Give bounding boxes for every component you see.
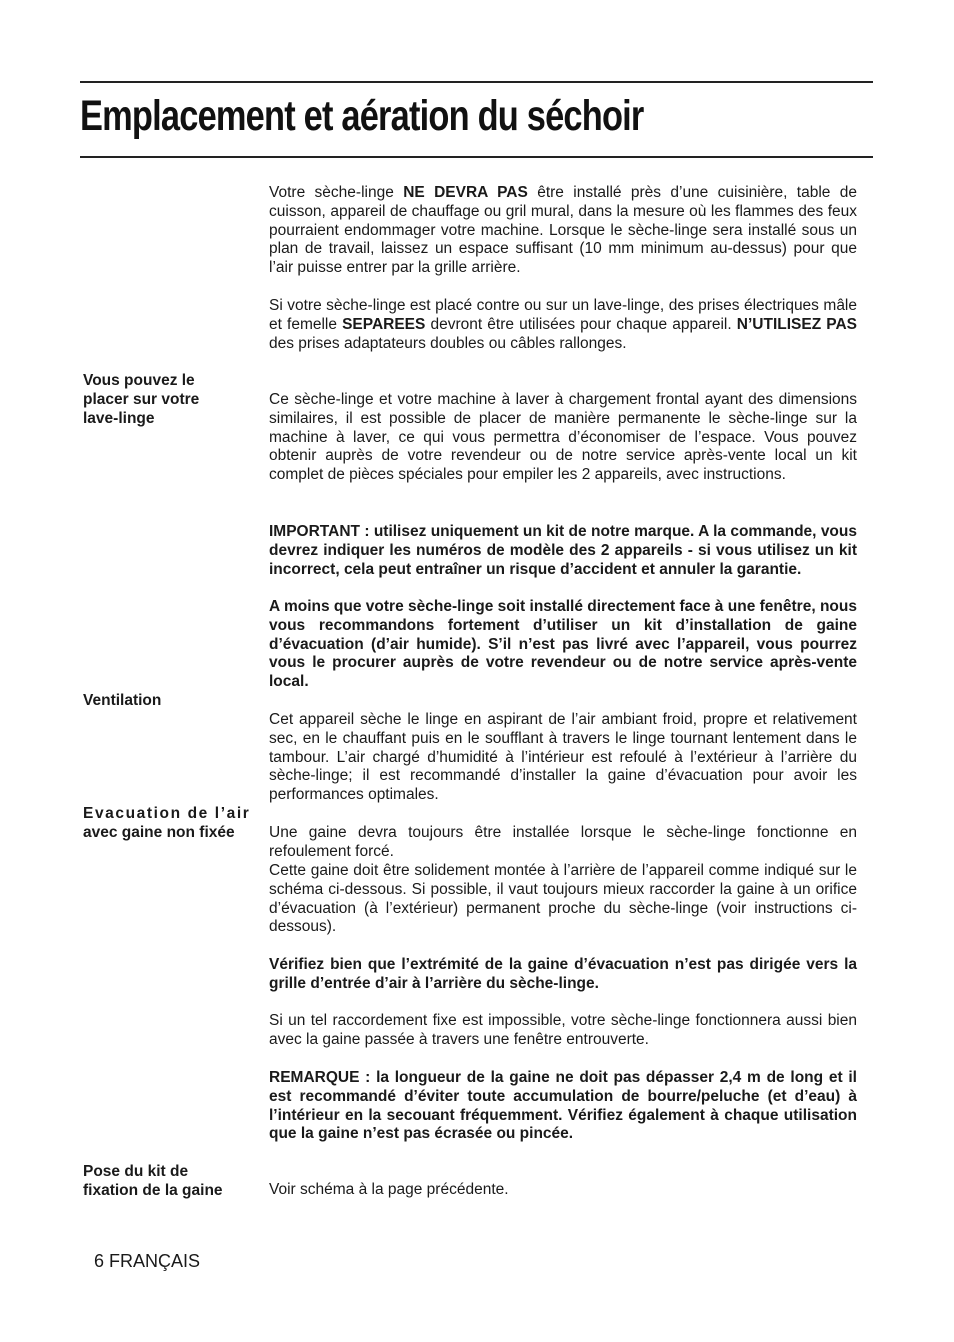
paragraph-remarque: REMARQUE : la longueur de la gaine ne doit pas dépasser 2,4 m de long et il est recommandé d’éviter toute accumulation de bourre/peluche (et d’eau) à l’intérieur en la secouant fréquemment. Vérifiez également à chaque utilisation que la gaine n’est pas écrasée ou pincée. [269,1069,857,1143]
paragraph-duct-mounting: Cette gaine doit être solidement montée à l’arrière de l’appareil comme indiqué sur le schéma ci-dessous. Si possible, il vaut toujours mieux raccorder la gaine à un orifice d’évacuation (à l’extérieur) permanent proche du sèche-linge (voir instructions ci-dessous). [269,862,857,936]
emphasis-ne-devra-pas: NE DEVRA PAS [403,184,528,201]
paragraph-window: Si un tel raccordement fixe est impossible, votre sèche-linge fonctionnera aussi bien avec la gaine passée à travers une fenêtre entrouverte. [269,1012,857,1048]
paragraph-venting-kit: A moins que votre sèche-linge soit installé directement face à une fenêtre, nous vous recommandons fortement d’utiliser un kit d’installation de gaine d’évacuation (d’air humide). S’il n’est pas livré avec l’appareil, vous pourrez vous le procurer auprès de votre revendeur ou de notre service après-vente local. [269,598,857,691]
paragraph-installation: Votre sèche-linge NE DEVRA PAS être installé près d’une cuisinière, table de cuisson, appareil de chauffage ou gril mural, dans la mesure où les flammes des feux pourraient endommager votre machine. Lorsque le sèche-linge sera installé sous un plan de travail, laissez un espace suffisant (10 mm minimum au-dessus) pour que l’air puisse entrer par la grille arrière. [269,184,858,277]
side-heading-ventilation: Ventilation [83,692,162,709]
side-heading-line: fixation de la gaine [83,1182,223,1199]
emphasis-n-utilisez-pas: N’UTILISEZ PAS [736,315,857,333]
side-heading-kit [83,1162,268,1200]
side-heading-line: Vous pouvez le [83,372,195,389]
paragraph-duct-warning: Vérifiez bien que l’extrémité de la gaine d’évacuation n’est pas dirigée vers la grille d’entrée d’air à l’arrière du sèche-linge. [269,956,857,992]
header-top-rule [80,81,873,83]
page-footer: 6 FRANÇAIS [94,1251,201,1271]
side-heading-line: Pose du kit de [83,1163,189,1180]
paragraph-ventilation: Cet appareil sèche le linge en aspirant de l’air ambiant froid, propre et relativement sec, en le chauffant puis en le soufflant à travers le linge tournant lentement dans le tambour. L’air chargé d’humidité à l’intérieur est refoulé à l’extérieur à l’arrière du sèche-linge; il est recommandé d’installer la gaine d’évacuation pour avoir les performances optimales. [269,711,857,804]
side-heading-evacuation [83,804,268,842]
header-bottom-rule [80,156,873,158]
page-title: Emplacement et aération du séchoir [80,92,644,140]
side-heading-line: placer sur votre [83,391,200,408]
paragraph-stacking: Ce sèche-linge et votre machine à laver à chargement frontal ayant des dimensions similaires, il est possible de placer de manière permanente le sèche-linge sur la machine à laver, ce qui vous permettra d’économiser de l’espace. Vous pouvez obtenir auprès de votre revendeur ou de notre service après-vente local un kit complet de pièces spéciales pour empiler les 2 appareils, avec instructions. [269,391,857,484]
side-heading-line: lave-linge [83,410,155,427]
paragraph-important: IMPORTANT : utilisez uniquement un kit de notre marque. A la commande, vous devrez indiquer les numéros de modèle des 2 appareils - si vous utilisez un kit incorrect, cela peut entraîner un risque d’accident et annuler la garantie. [269,523,857,578]
side-heading-stacking [83,371,268,428]
paragraph-see-diagram: Voir schéma à la page précédente. [269,1181,509,1198]
paragraph-electrical: Si votre sèche-linge est placé contre ou sur un lave-linge, des prises électriques mâle et femelle SEPAREES devront être utilisées pour chaque appareil. N’UTILISEZ PAS des prises adaptateurs doubles ou câbles rallonges. [269,297,857,352]
emphasis-separees: SEPAREES [342,315,426,333]
paragraph-forced-exhaust: Une gaine devra toujours être installée lorsque le sèche-linge fonctionne en refoulement forcé. [269,824,857,860]
side-heading-line: avec gaine non fixée [83,824,235,841]
side-heading-line: Evacuation de l’air [83,805,251,822]
